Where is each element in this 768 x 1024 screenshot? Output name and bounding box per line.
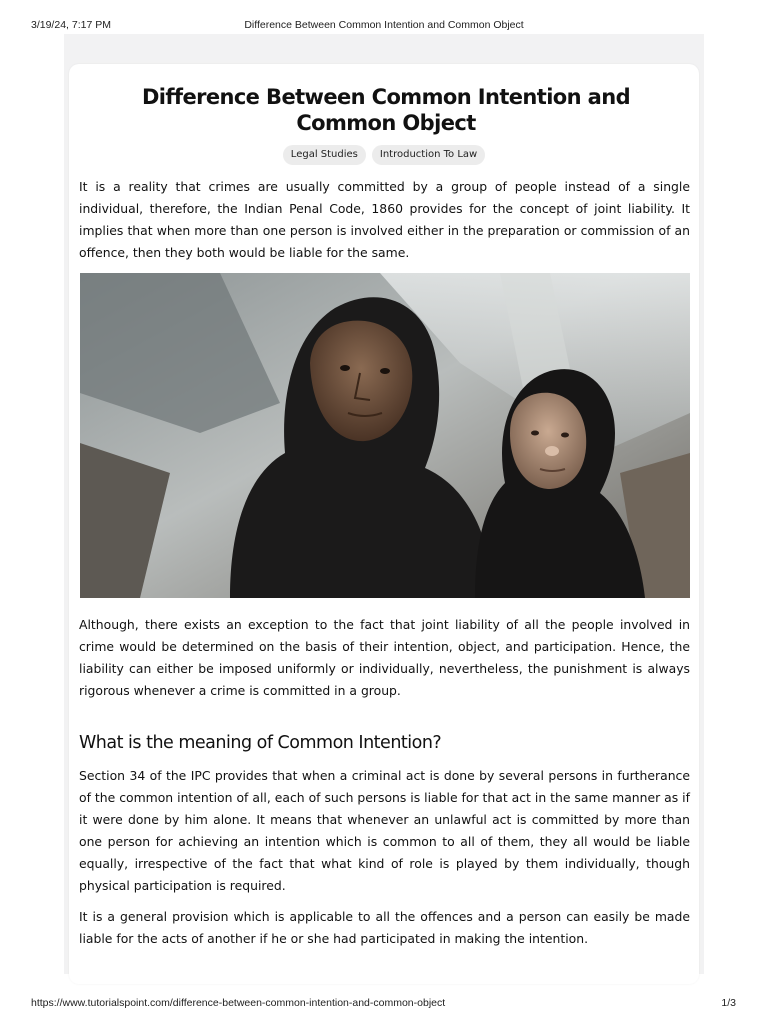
- print-header: [0, 0, 768, 34]
- exception-paragraph: Although, there exists an exception to the fact that joint liability of all the people involved in crime would be determined on the basis of their intention, object, and participation. Hence, the liability can either be imposed uniformly or individually, nevertheless, the punishment is always rigorous whenever a crime is committed in a group.: [79, 617, 690, 698]
- print-url: https://www.tutorialspoint.com/difference-between-common-intention-and-common-object: [31, 997, 446, 1009]
- print-datetime: 3/19/24, 7:17 PM: [31, 19, 111, 31]
- print-page-number: 1/3: [721, 997, 736, 1009]
- section-34-paragraph: Section 34 of the IPC provides that when a criminal act is done by several persons in furtherance of the common intention of all, each of such persons is liable for that act in the same manner as if it were done by him alone. It means that whenever an unlawful act is committed by more than one person for achieving an intention which is common to all of them, they all would be liable equally, irrespective of the fact that what kind of role is played by them individually, though physical participation is required.: [79, 768, 690, 893]
- hero-image: [80, 273, 690, 598]
- print-page-title: Difference Between Common Intention and Common Object: [244, 19, 524, 31]
- article-title: Difference Between Common Intention and Common Object: [141, 85, 631, 135]
- tag-introduction-to-law[interactable]: Introduction To Law: [372, 145, 485, 165]
- tag-legal-studies[interactable]: Legal Studies: [283, 145, 366, 165]
- hooded-figures-illustration: [80, 273, 690, 598]
- article-tags: [0, 145, 768, 165]
- intro-paragraph: It is a reality that crimes are usually committed by a group of people instead of a single individual, therefore, the Indian Penal Code, 1860 provides for the concept of joint liability. It implies that when more than one person is involved either in the preparation or commission of an offence, then they both would be liable for the same.: [79, 179, 690, 260]
- section-heading-common-intention: What is the meaning of Common Intention?: [79, 733, 442, 753]
- print-footer: [0, 994, 768, 1014]
- general-provision-paragraph: It is a general provision which is applicable to all the offences and a person can easily be made liable for the acts of another if he or she had participated in making the intention.: [79, 909, 690, 946]
